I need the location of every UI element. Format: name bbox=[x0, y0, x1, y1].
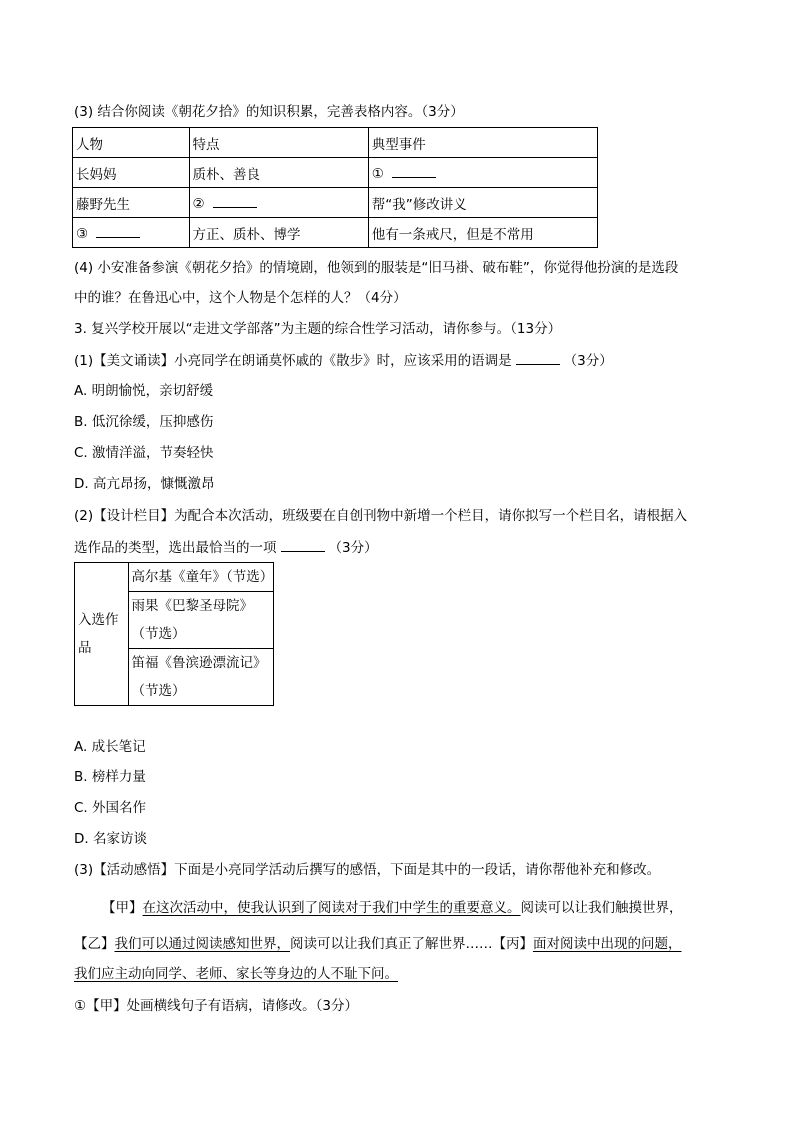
underlined-sentence-bing-cont: 我们应主动向同学、老师、家长等身边的人不耻下问。 bbox=[74, 966, 398, 982]
underlined-sentence-bing: 面对阅读中出现的问题， bbox=[533, 936, 682, 952]
table-row bbox=[75, 563, 274, 592]
table-row bbox=[73, 158, 598, 188]
option-b: B. 榜样力量 bbox=[74, 769, 146, 785]
character-table bbox=[72, 127, 598, 248]
q3-part3-sub1: ①【甲】处画横线句子有语病，请修改。（3分） bbox=[74, 998, 358, 1014]
q3-part1-prompt bbox=[74, 350, 613, 371]
table-header-cell: 特点 bbox=[189, 128, 368, 158]
table-cell: 他有一条戒尺，但是不常用 bbox=[368, 218, 597, 248]
blank-number: ③ bbox=[76, 226, 89, 242]
table-header-cell: 人物 bbox=[73, 128, 190, 158]
q3-part2-line2 bbox=[74, 537, 378, 558]
option-b: B. 低沉徐缓，压抑感伤 bbox=[74, 414, 214, 430]
answer-blank[interactable] bbox=[213, 193, 257, 208]
paragraph-line2 bbox=[74, 934, 682, 954]
tag-bing: 【丙】 bbox=[492, 936, 533, 952]
table-cell: 帮“我”修改讲义 bbox=[368, 188, 597, 218]
answer-blank[interactable] bbox=[96, 223, 140, 238]
table-cell-blank bbox=[73, 218, 190, 248]
selected-works-table bbox=[74, 562, 274, 706]
answer-blank[interactable] bbox=[281, 537, 325, 552]
underlined-sentence-yi: 我们可以通过阅读感知世界， bbox=[114, 936, 290, 952]
q3-title: 3. 复兴学校开展以“走进文学部落”为主题的综合性学习活动，请你参与。（13分） bbox=[74, 321, 562, 337]
option-a: A. 明朗愉悦，亲切舒缓 bbox=[74, 383, 214, 399]
tag-jia: 【甲】 bbox=[102, 900, 143, 916]
table-cell-blank bbox=[368, 158, 597, 188]
blank-number: ② bbox=[192, 196, 205, 212]
q3-4-line1: (4) 小安准备参演《朝花夕拾》的情境剧，他领到的服装是“旧马褂、破布鞋”，你觉得他扮演的是选段 bbox=[74, 260, 679, 276]
table-cell: 质朴、善良 bbox=[189, 158, 368, 188]
score-text: （3分） bbox=[563, 353, 613, 369]
table-header-row bbox=[73, 128, 598, 158]
table-cell-blank bbox=[189, 188, 368, 218]
option-c: C. 外国名作 bbox=[74, 800, 147, 816]
plain-text: 阅读可以让我们触摸世界， bbox=[520, 900, 683, 916]
option-d: D. 名家访谈 bbox=[74, 831, 147, 847]
table-cell: 笛福《鲁滨逊漂流记》（节选） bbox=[128, 649, 273, 706]
table-cell: 高尔基《童年》（节选） bbox=[128, 563, 273, 592]
q3-part2-line1: (2)【设计栏目】为配合本次活动，班级要在自创刊物中新增一个栏目，请你拟写一个栏目名，请根据入 bbox=[74, 508, 688, 524]
tag-yi: 【乙】 bbox=[74, 936, 115, 952]
q3-3-prompt: (3) 结合你阅读《朝花夕拾》的知识积累，完善表格内容。（3分） bbox=[74, 104, 464, 120]
option-c: C. 激情洋溢，节奏轻快 bbox=[74, 445, 214, 461]
table-cell: 藤野先生 bbox=[73, 188, 190, 218]
paragraph-line1 bbox=[102, 898, 683, 918]
q3-4-line2: 中的谁？在鲁迅心中，这个人物是个怎样的人？（4分） bbox=[74, 290, 407, 306]
underlined-sentence-jia: 在这次活动中，使我认识到了阅读对于我们中学生的重要意义。 bbox=[142, 900, 521, 916]
score-text: （3分） bbox=[328, 540, 378, 556]
table-row bbox=[73, 218, 598, 248]
table-header-cell: 典型事件 bbox=[368, 128, 597, 158]
table-label-cell: 入选作品 bbox=[75, 563, 129, 706]
table-cell: 长妈妈 bbox=[73, 158, 190, 188]
answer-blank[interactable] bbox=[516, 350, 560, 365]
paragraph-line3 bbox=[74, 964, 398, 984]
prompt-text: 选作品的类型，选出最恰当的一项 bbox=[74, 540, 277, 556]
table-cell: 方正、质朴、博学 bbox=[189, 218, 368, 248]
table-cell: 雨果《巴黎圣母院》（节选） bbox=[128, 592, 273, 649]
option-a: A. 成长笔记 bbox=[74, 739, 146, 755]
table-row bbox=[73, 188, 598, 218]
q3-part3-prompt: (3)【活动感悟】下面是小亮同学活动后撰写的感悟，下面是其中的一段话，请你帮他补充和修改。 bbox=[74, 862, 661, 878]
option-d: D. 高亢昂扬，慷慨激昂 bbox=[74, 476, 215, 492]
answer-blank[interactable] bbox=[392, 163, 436, 178]
blank-number: ① bbox=[371, 166, 384, 182]
prompt-text: (1)【美文诵读】小亮同学在朗诵莫怀戚的《散步》时，应该采用的语调是 bbox=[74, 353, 512, 369]
plain-text: 阅读可以让我们真正了解世界…… bbox=[290, 936, 493, 952]
